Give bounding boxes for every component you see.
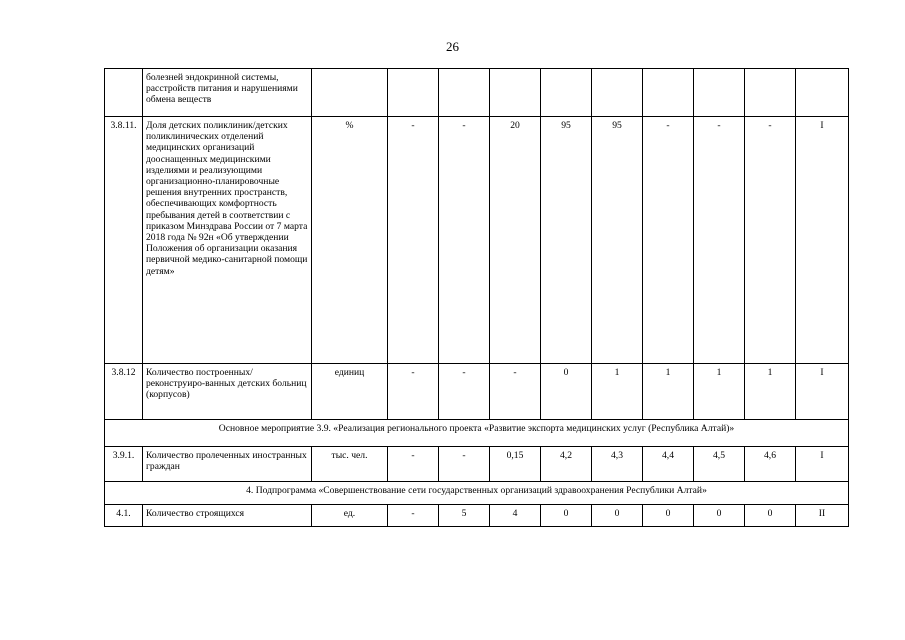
unit-cell: единиц <box>312 364 388 420</box>
value-cell: - <box>439 447 490 482</box>
value-cell: 95 <box>541 117 592 364</box>
value-cell <box>439 69 490 117</box>
value-cell: 4,6 <box>745 447 796 482</box>
value-cell: 4,4 <box>643 447 694 482</box>
value-cell: 0 <box>694 505 745 527</box>
indicator-name: Количество строящихся <box>143 505 312 527</box>
value-cell: - <box>490 364 541 420</box>
value-cell: 0 <box>592 505 643 527</box>
indicator-name: Количество построенных/реконструиро-ванных детских больниц (корпусов) <box>143 364 312 420</box>
value-cell: 1 <box>694 364 745 420</box>
indicators-table <box>104 68 849 527</box>
indicator-name: Доля детских поликлиник/детских поликлинических отделений медицинских организаций дооснащенных медицинскими изделиями и реализующими организационно-планировочные решения внутренних пространств, обеспечивающих комфортность пребывания детей в соответствии с приказом Минздрава России от 7 марта 2018 года № 92н «Об утверждении Положения об организации оказания первичной медико-санитарной помощи детям» <box>143 117 312 364</box>
value-cell: 20 <box>490 117 541 364</box>
value-cell: 1 <box>643 364 694 420</box>
table-row <box>105 69 849 117</box>
value-cell: I <box>796 117 849 364</box>
row-number: 3.8.11. <box>105 117 143 364</box>
value-cell: I <box>796 364 849 420</box>
value-cell: - <box>388 447 439 482</box>
row-number: 4.1. <box>105 505 143 527</box>
table-row <box>105 447 849 482</box>
value-cell: 1 <box>745 364 796 420</box>
value-cell: I <box>796 447 849 482</box>
value-cell <box>541 69 592 117</box>
value-cell <box>490 69 541 117</box>
section-row <box>105 420 849 447</box>
value-cell: 0 <box>643 505 694 527</box>
unit-cell: ед. <box>312 505 388 527</box>
value-cell <box>643 69 694 117</box>
table-row <box>105 364 849 420</box>
value-cell: - <box>643 117 694 364</box>
section-heading: Основное мероприятие 3.9. «Реализация регионального проекта «Развитие экспорта медицинских услуг (Республика Алтай)» <box>105 420 849 447</box>
table-row <box>105 505 849 527</box>
section-heading: 4. Подпрограмма «Совершенствование сети государственных организаций здравоохранения Республики Алтай» <box>105 482 849 505</box>
value-cell: 5 <box>439 505 490 527</box>
section-row <box>105 482 849 505</box>
value-cell: - <box>388 505 439 527</box>
row-number: 3.8.12 <box>105 364 143 420</box>
value-cell: 0 <box>745 505 796 527</box>
value-cell: 0 <box>541 364 592 420</box>
unit-cell: % <box>312 117 388 364</box>
unit-cell <box>312 69 388 117</box>
row-number: 3.9.1. <box>105 447 143 482</box>
unit-cell: тыс. чел. <box>312 447 388 482</box>
value-cell <box>592 69 643 117</box>
value-cell: 4 <box>490 505 541 527</box>
value-cell: - <box>745 117 796 364</box>
value-cell: - <box>694 117 745 364</box>
value-cell <box>796 69 849 117</box>
indicator-name: Количество пролеченных иностранных граждан <box>143 447 312 482</box>
page-number: 26 <box>446 39 459 54</box>
indicator-name: болезней эндокринной системы, расстройств питания и нарушениями обмена веществ <box>143 69 312 117</box>
value-cell: - <box>439 117 490 364</box>
value-cell: 1 <box>592 364 643 420</box>
value-cell <box>745 69 796 117</box>
value-cell <box>388 69 439 117</box>
value-cell: II <box>796 505 849 527</box>
value-cell: 0,15 <box>490 447 541 482</box>
value-cell: 4,3 <box>592 447 643 482</box>
row-number <box>105 69 143 117</box>
table-row <box>105 117 849 364</box>
value-cell: - <box>388 117 439 364</box>
value-cell: - <box>388 364 439 420</box>
value-cell: - <box>439 364 490 420</box>
value-cell <box>694 69 745 117</box>
value-cell: 95 <box>592 117 643 364</box>
value-cell: 4,5 <box>694 447 745 482</box>
value-cell: 0 <box>541 505 592 527</box>
value-cell: 4,2 <box>541 447 592 482</box>
